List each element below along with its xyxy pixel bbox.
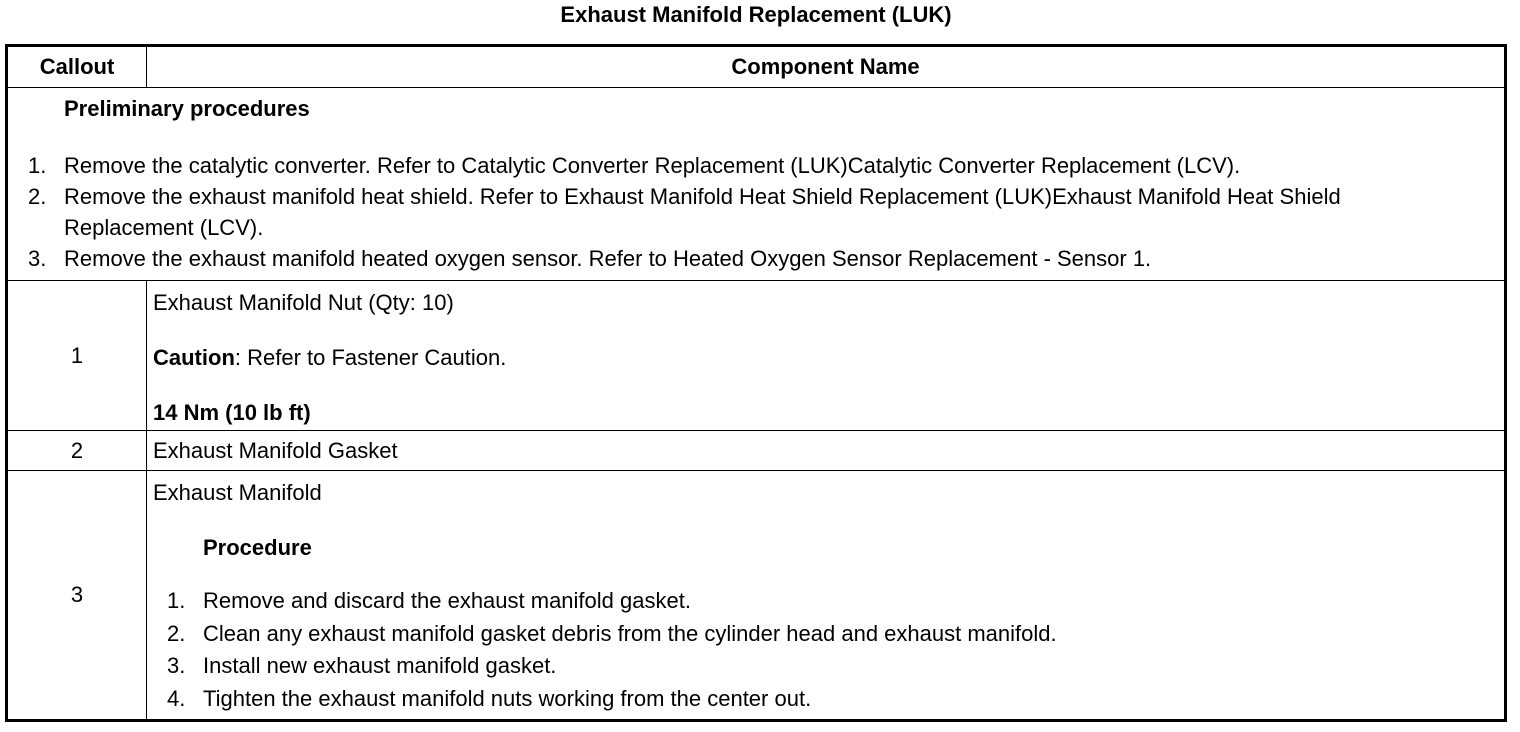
preliminary-heading: Preliminary procedures <box>64 96 310 121</box>
procedure-steps <box>153 585 1504 715</box>
callout-cell: 3 <box>7 471 147 721</box>
caution-label: Caution <box>153 345 235 370</box>
procedure-step <box>153 683 1504 716</box>
document-title: Exhaust Manifold Replacement (LUK) <box>560 2 952 27</box>
callout-cell: 1 <box>7 281 147 431</box>
table-row <box>7 281 1506 431</box>
step-text: Remove the catalytic converter. Refer to Catalytic Converter Replacement (LUK)Catalytic Converter Replacement (LCV). <box>64 153 1241 178</box>
component-name: Exhaust Manifold <box>153 480 322 505</box>
component-name: Exhaust Manifold Nut (Qty: 10) <box>153 290 454 315</box>
procedure-step <box>153 650 1504 683</box>
step-text: Tighten the exhaust manifold nuts working from the center out. <box>203 685 812 711</box>
step-number: 2. <box>28 184 47 209</box>
preliminary-step <box>28 181 1468 243</box>
step-number: 4. <box>167 685 186 711</box>
step-number: 3. <box>167 653 186 678</box>
caution-text: : Refer to Fastener Caution. <box>234 345 507 370</box>
preliminary-row <box>7 88 1506 281</box>
component-name: Exhaust Manifold Gasket <box>153 437 398 463</box>
component-cell <box>147 431 1506 471</box>
component-name-header: Component Name <box>147 46 1506 88</box>
caution-note <box>153 345 1504 371</box>
step-number: 2. <box>167 620 186 646</box>
step-number: 1. <box>28 153 47 178</box>
step-text: Install new exhaust manifold gasket. <box>203 653 557 678</box>
step-text: Remove the exhaust manifold heated oxygen sensor. Refer to Heated Oxygen Sensor Replacement - Sensor 1. <box>64 246 1152 271</box>
component-cell <box>147 471 1506 721</box>
table-row <box>7 431 1506 471</box>
procedure-heading: Procedure <box>203 535 312 560</box>
preliminary-steps <box>28 150 1468 274</box>
step-text: Clean any exhaust manifold gasket debris from the cylinder head and exhaust manifold. <box>203 620 1057 646</box>
table-row <box>7 471 1506 721</box>
preliminary-cell <box>7 88 1506 281</box>
component-table <box>5 44 1507 722</box>
component-cell <box>147 281 1506 431</box>
table-header-row <box>7 46 1506 88</box>
preliminary-step <box>28 150 1468 181</box>
step-number: 1. <box>167 588 186 613</box>
preliminary-step <box>28 243 1468 274</box>
callout-header: Callout <box>7 46 147 88</box>
procedure-step <box>153 618 1504 651</box>
callout-cell: 2 <box>7 431 147 471</box>
step-number: 3. <box>28 246 47 271</box>
step-text: Remove and discard the exhaust manifold gasket. <box>203 588 691 613</box>
step-text: Remove the exhaust manifold heat shield. Refer to Exhaust Manifold Heat Shield Replacement (LUK)Exhaust Manifold Heat Shield Replacement (LCV). <box>64 184 1341 240</box>
procedure-step <box>153 585 1504 618</box>
torque-spec: 14 Nm (10 lb ft) <box>153 400 311 425</box>
